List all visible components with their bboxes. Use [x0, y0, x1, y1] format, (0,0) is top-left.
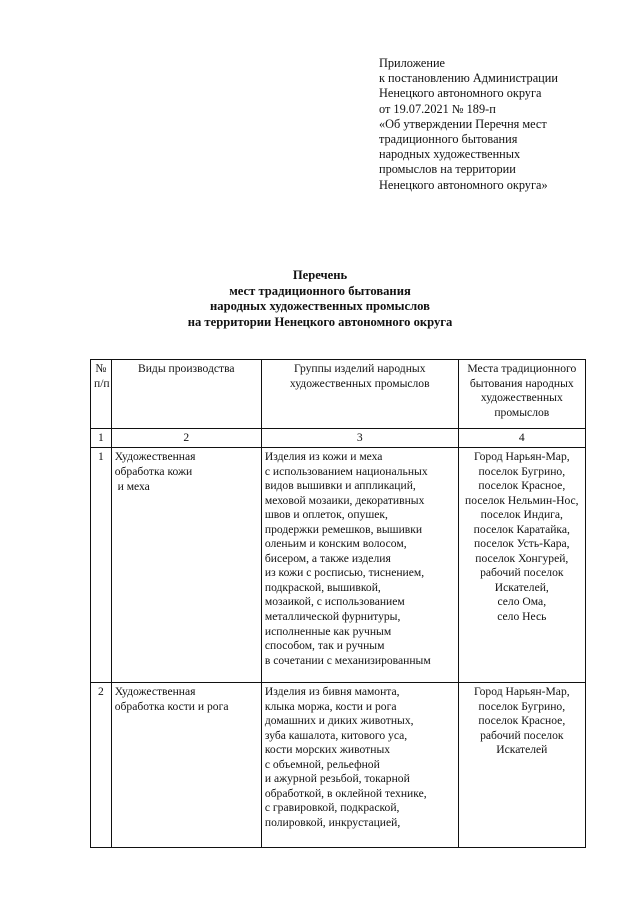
appendix-line: традиционного бытования	[379, 132, 518, 147]
crafts-table	[90, 359, 586, 848]
column-number: 4	[458, 429, 585, 448]
title-line: народных художественных промыслов	[210, 299, 430, 313]
header-places: Места традиционного бытования народных художественных промыслов	[458, 360, 585, 429]
table-row	[91, 448, 586, 683]
appendix-line: «Об утверждении Перечня мест	[379, 116, 547, 131]
appendix-block	[379, 56, 619, 193]
row-groups: Изделия из бивня мамонта, клыка моржа, кости и рога домашних и диких животных, зуба кашалота, китового уса, кости морских животных с объемной, рельефной и ажурной резьбой, токарной обработкой, в оклейной технике, с гравировкой, подкраской, полировкой, инкрустацией,	[261, 683, 458, 848]
table-row	[91, 683, 586, 848]
title-line: Перечень	[292, 268, 348, 282]
table-header-row	[91, 360, 586, 429]
column-number: 1	[91, 429, 112, 448]
row-places: Город Нарьян-Мар, поселок Бугрино, поселок Красное, рабочий поселок Искателей	[458, 683, 585, 848]
row-kind: Художественная обработка кости и рога	[111, 683, 261, 848]
appendix-line: народных художественных	[379, 147, 521, 162]
header-groups: Группы изделий народных художественных промыслов	[261, 360, 458, 429]
appendix-line: Приложение	[379, 56, 445, 70]
appendix-line: к постановлению Администрации	[379, 71, 558, 86]
appendix-line: промыслов на территории	[379, 162, 516, 177]
row-number: 2	[91, 683, 112, 848]
row-kind: Художественная обработка кожи и меха	[111, 448, 261, 683]
appendix-line: от 19.07.2021 № 189-п	[379, 101, 496, 116]
title-line: мест традиционного бытования	[229, 283, 411, 298]
column-number: 2	[111, 429, 261, 448]
row-groups: Изделия из кожи и меха с использованием национальных видов вышивки и аппликаций, меховой мозаики, декоративных швов и оплеток, опушек, продержки ремешков, вышивки оленьим и конским волосом, бисером, а также изделия из кожи с росписью, тиснением, подкраской, вышивкой, мозаикой, с использованием металлической фурнитуры, исполненные как ручным способом, так и ручным в сочетании с механизированным	[261, 448, 458, 683]
row-places: Город Нарьян-Мар, поселок Бугрино, поселок Красное, поселок Нельмин-Нос, поселок Индига, поселок Каратайка, поселок Усть-Кара, поселок Хонгурей, рабочий поселок Искателей, село Ома, село Несь	[458, 448, 585, 683]
title-line: на территории Ненецкого автономного округа	[187, 314, 453, 329]
column-number: 3	[261, 429, 458, 448]
appendix-line: Ненецкого автономного округа»	[379, 177, 548, 192]
document-title	[0, 268, 640, 330]
column-number-row	[91, 429, 586, 448]
row-number: 1	[91, 448, 112, 683]
header-num: № п/п	[91, 360, 112, 429]
appendix-line: Ненецкого автономного округа	[379, 86, 542, 101]
header-kind: Виды производства	[111, 360, 261, 429]
